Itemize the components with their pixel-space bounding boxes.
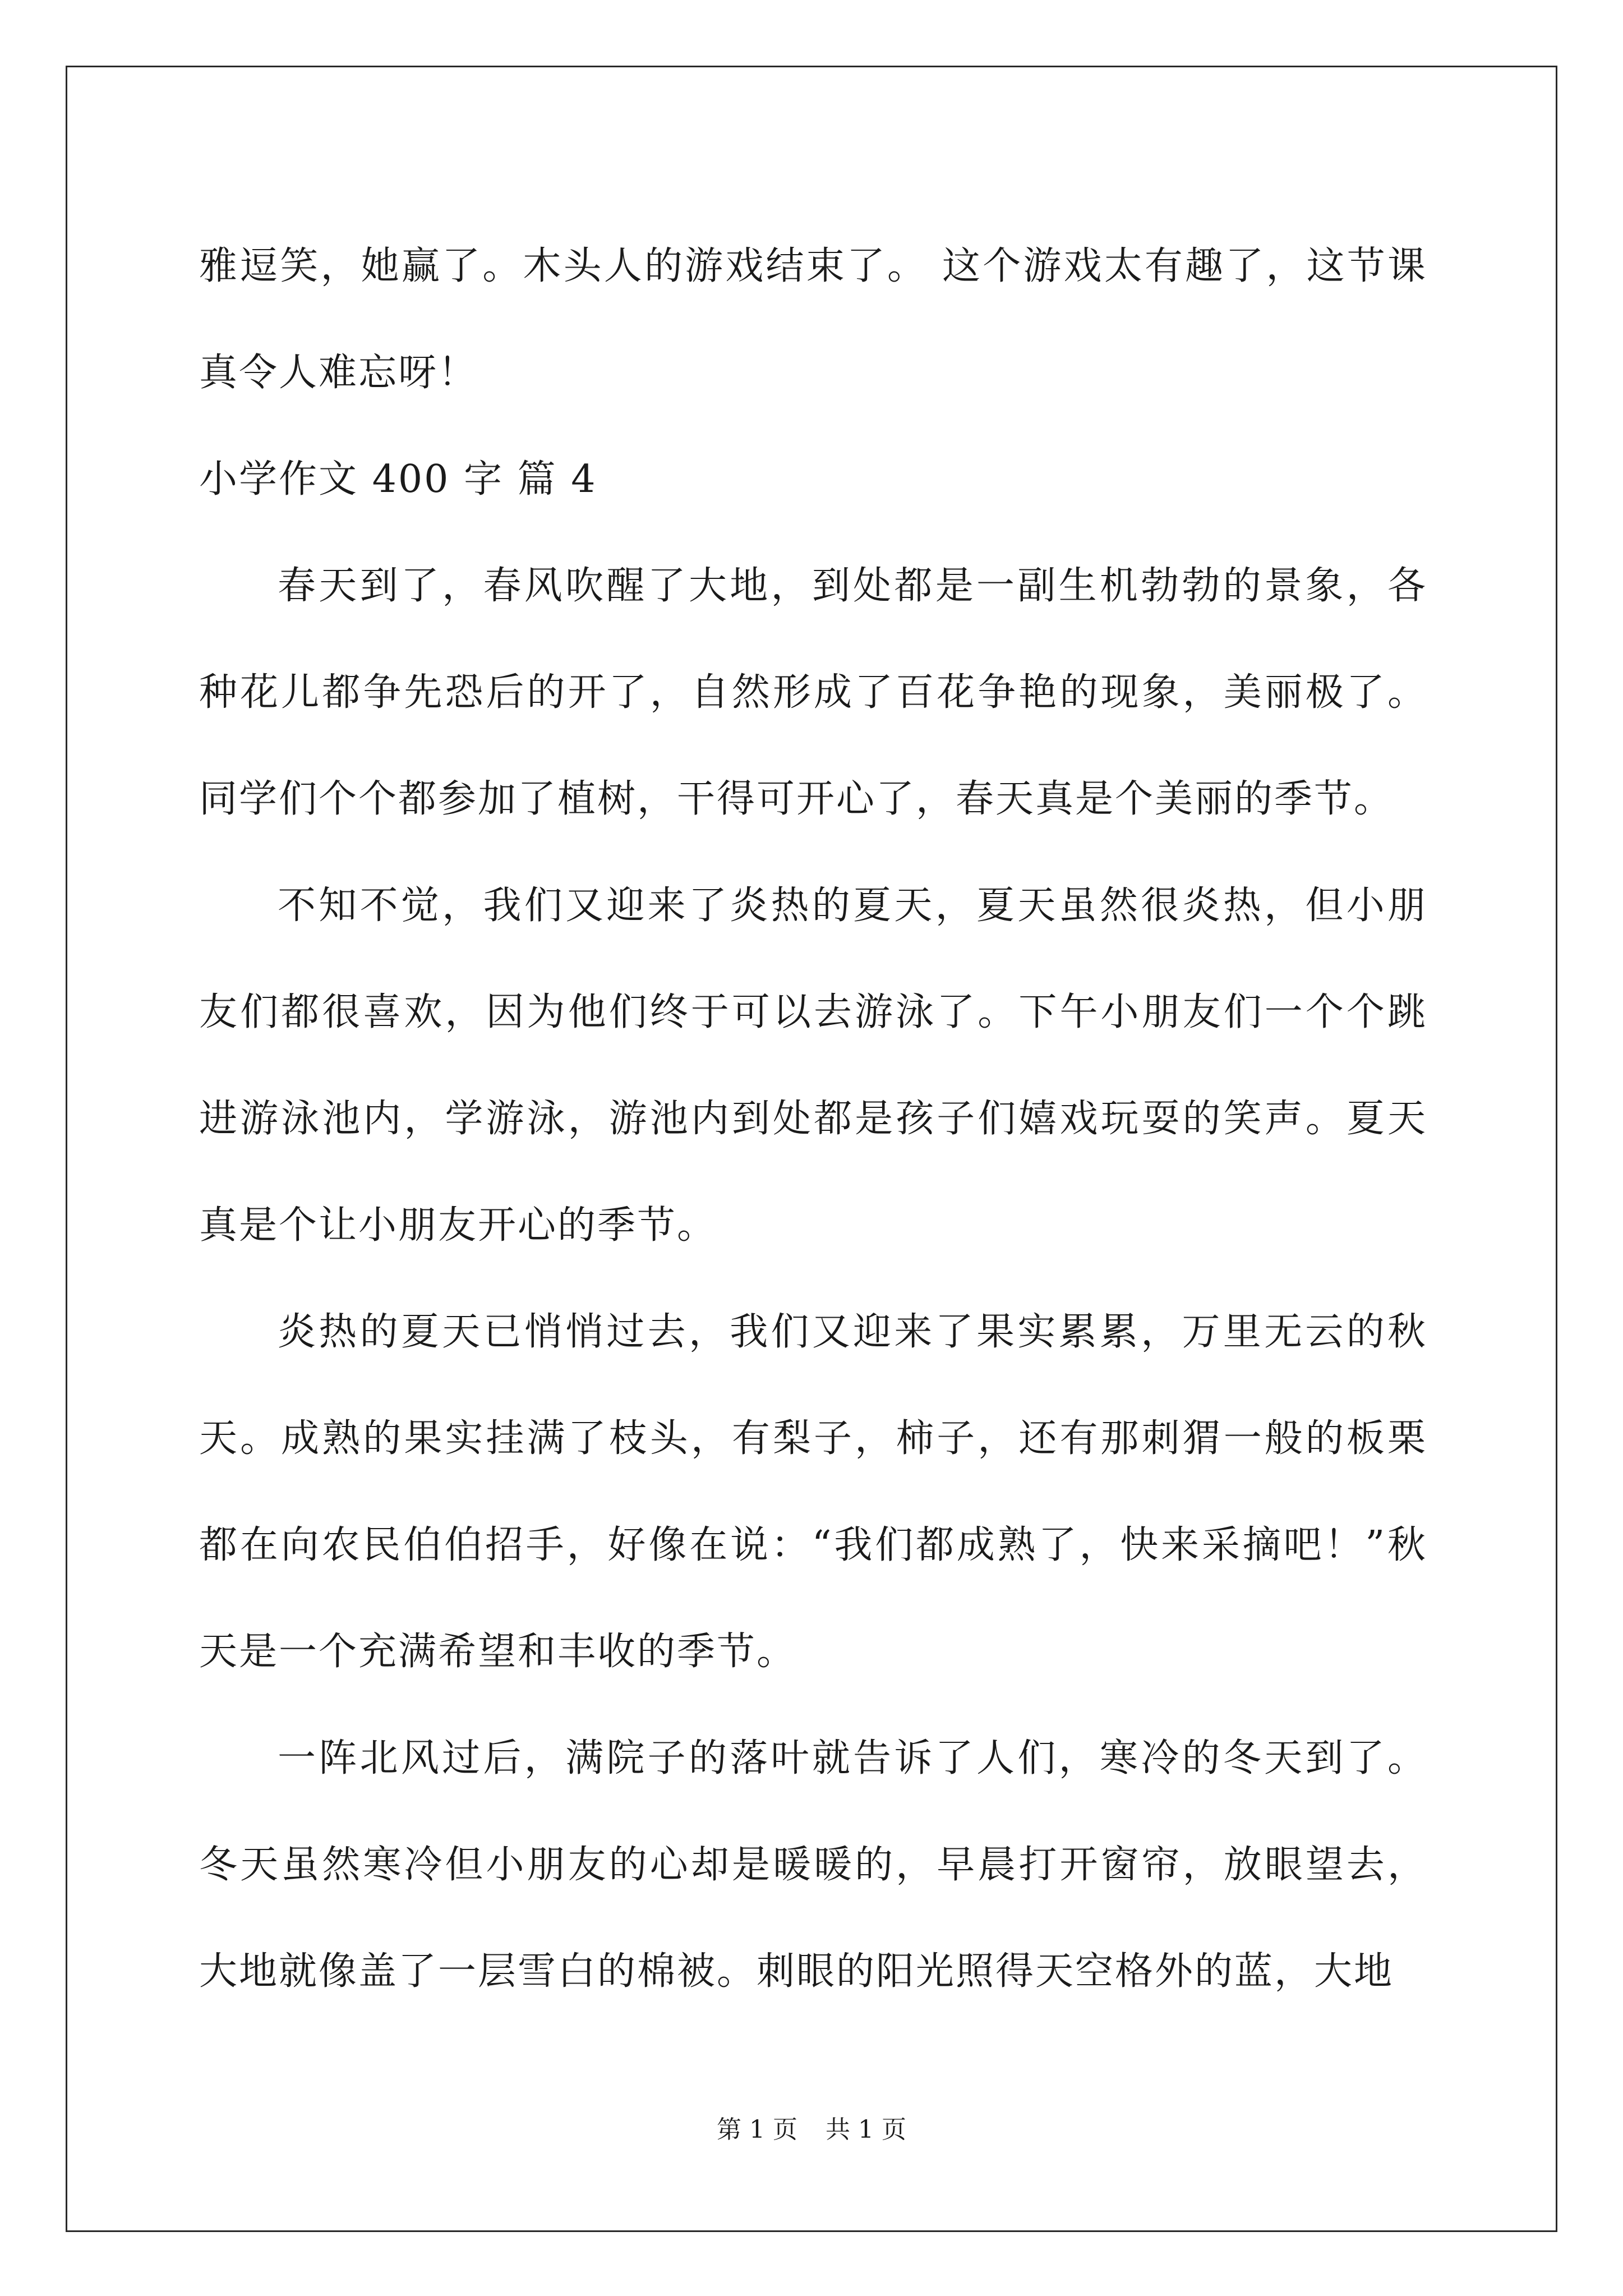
page-number: 第 1 页 bbox=[717, 2115, 797, 2144]
paragraph-spring: 春天到了，春风吹醒了大地，到处都是一副生机勃勃的景象，各种花儿都争先恐后的开了，自然形成了百花争艳的现象，美丽极了。同学们个个都参加了植树，干得可开心了，春天真是个美丽的季节。 bbox=[199, 564, 1427, 821]
document-body bbox=[199, 213, 1427, 2025]
paragraph-continuation: 雅逗笑，她赢了。木头人的游戏结束了。 这个游戏太有趣了，这节课真令人难忘呀！ bbox=[199, 244, 1427, 395]
page-footer bbox=[0, 2109, 1623, 2145]
page-total: 共 1 页 bbox=[826, 2115, 906, 2144]
paragraph-winter: 一阵北风过后，满院子的落叶就告诉了人们，寒冷的冬天到了。冬天虽然寒冷但小朋友的心却是暖暖的，早晨打开窗帘，放眼望去，大地就像盖了一层雪白的棉被。刺眼的阳光照得天空格外的蓝，大地 bbox=[199, 1736, 1427, 1994]
paragraph-summer: 不知不觉，我们又迎来了炎热的夏天，夏天虽然很炎热，但小朋友们都很喜欢，因为他们终于可以去游泳了。下午小朋友们一个个跳进游泳池内，学游泳，游池内到处都是孩子们嬉戏玩耍的笑声。夏天真是个让小朋友开心的季节。 bbox=[199, 884, 1427, 1248]
section-heading: 小学作文 400 字 篇 4 bbox=[199, 457, 597, 501]
paragraph-autumn: 炎热的夏天已悄悄过去，我们又迎来了果实累累，万里无云的秋天。成熟的果实挂满了枝头，有梨子，柿子，还有那刺猬一般的板栗都在向农民伯伯招手，好像在说：“我们都成熟了，快来采摘吧！”秋天是一个充满希望和丰收的季节。 bbox=[199, 1310, 1427, 1674]
